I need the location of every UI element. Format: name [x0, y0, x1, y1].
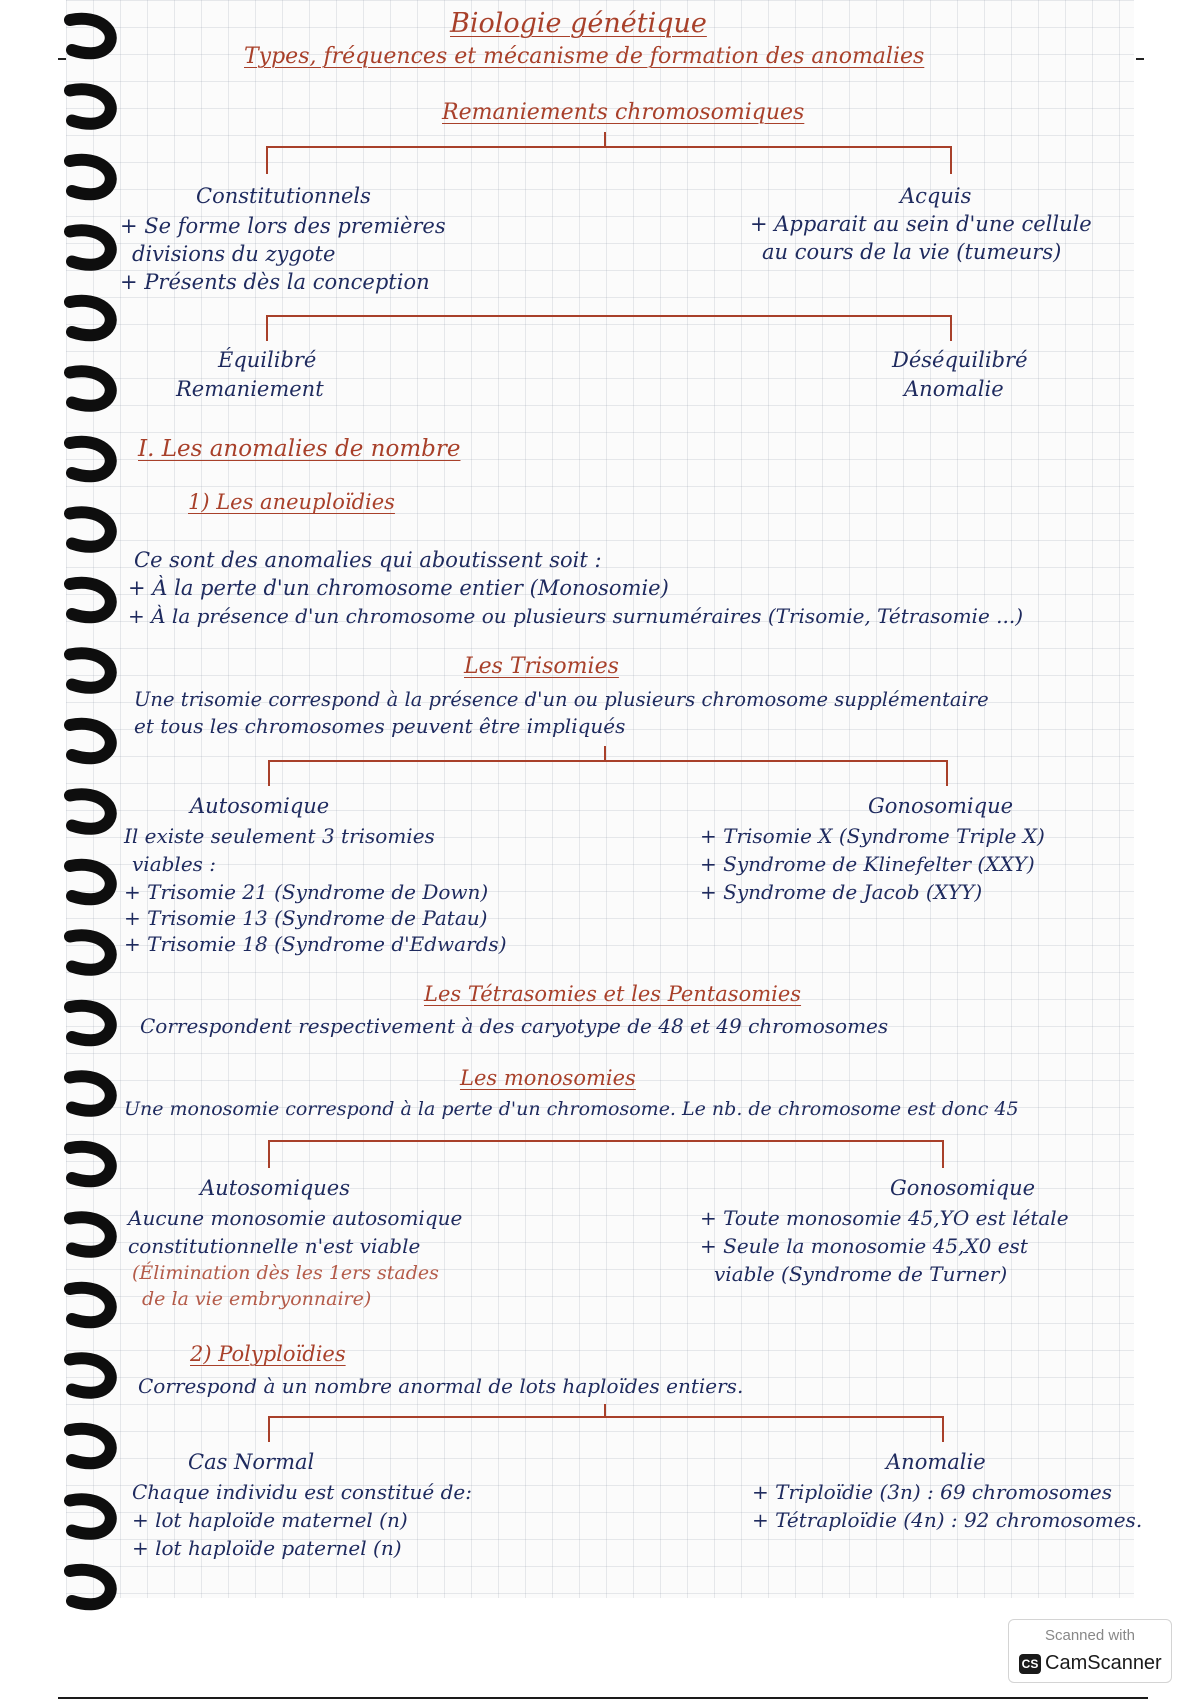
mono-gono-line: + Toute monosomie 45,YO est létale: [700, 1206, 1069, 1230]
cas-normal-line: Chaque individu est constitué de:: [132, 1480, 472, 1504]
tree-stem: [604, 746, 606, 760]
constitutionnels-line: + Présents dès la conception: [120, 270, 430, 294]
page-title: Biologie génétique: [450, 8, 707, 39]
heading-trisomies: Les Trisomies: [464, 654, 619, 679]
body-line: Correspondent respectivement à des caryotype de 48 et 49 chromosomes: [140, 1014, 889, 1038]
spiral-ring: [70, 442, 111, 476]
bottom-rule: [58, 1697, 1148, 1699]
scanned-with-text: Scanned with: [1044, 1627, 1136, 1644]
node-autosomique: Autosomique: [190, 794, 330, 818]
spiral-ring: [70, 653, 111, 687]
acquis-line: au cours de la vie (tumeurs): [762, 240, 1062, 264]
spiral-ring: [70, 1429, 111, 1463]
spiral-ring: [70, 1076, 111, 1110]
spiral-ring: [70, 865, 111, 899]
acquis-line: + Apparait au sein d'une cellule: [750, 212, 1092, 236]
cas-normal-line: + lot haploïde maternel (n): [132, 1508, 408, 1532]
tree-branch: [268, 760, 948, 786]
spiral-ring: [70, 724, 111, 758]
cas-normal-line: + lot haploïde paternel (n): [132, 1536, 402, 1560]
body-line: et tous les chromosomes peuvent être impliqués: [134, 714, 626, 738]
constitutionnels-line: divisions du zygote: [132, 242, 336, 266]
spiral-ring: [70, 1358, 111, 1392]
margin-tick-right: [1136, 58, 1144, 60]
mono-auto-note: (Élimination dès les 1ers stades: [132, 1262, 439, 1284]
autosomique-line: + Trisomie 21 (Syndrome de Down): [124, 880, 489, 904]
anomalie-line: + Triploïdie (3n) : 69 chromosomes: [752, 1480, 1112, 1504]
node-mono-autosomiques: Autosomiques: [200, 1176, 350, 1200]
spiral-ring: [70, 1147, 111, 1181]
camscanner-logo-icon: CS: [1019, 1654, 1041, 1674]
node-desequilibre-sub: Anomalie: [904, 377, 1004, 401]
spiral-ring: [70, 1499, 111, 1533]
autosomique-line: Il existe seulement 3 trisomies: [124, 824, 435, 848]
heading-tetrasomies: Les Tétrasomies et les Pentasomies: [424, 982, 802, 1006]
node-anomalie: Anomalie: [886, 1450, 986, 1474]
tree-branch: [268, 1416, 944, 1442]
mono-auto-note: de la vie embryonnaire): [142, 1288, 372, 1310]
spiral-ring: [70, 230, 111, 264]
spiral-ring: [70, 1570, 111, 1604]
spiral-ring: [70, 301, 111, 335]
spiral-ring: [70, 89, 111, 123]
section-heading: I. Les anomalies de nombre: [138, 436, 461, 462]
spiral-binding: [0, 0, 130, 1620]
autosomique-line: + Trisomie 13 (Syndrome de Patau): [124, 906, 488, 930]
page-subtitle: Types, fréquences et mécanisme de formation des anomalies: [244, 44, 925, 69]
subsection-heading: 1) Les aneuploïdies: [188, 490, 395, 514]
spiral-ring: [70, 1006, 111, 1040]
anomalie-line: + Tétraploïdie (4n) : 92 chromosomes.: [752, 1508, 1143, 1532]
spiral-ring: [70, 19, 111, 53]
body-line: Une trisomie correspond à la présence d'un ou plusieurs chromosome supplémentaire: [134, 688, 989, 711]
constitutionnels-line: + Se forme lors des premières: [120, 214, 446, 238]
body-line: Correspond à un nombre anormal de lots haploïdes entiers.: [138, 1374, 744, 1398]
body-line: Une monosomie correspond à la perte d'un chromosome. Le nb. de chromosome est donc 45: [124, 1098, 1019, 1120]
camscanner-watermark: [1008, 1619, 1172, 1683]
tree-branch: [268, 1140, 944, 1168]
body-line: Ce sont des anomalies qui aboutissent soit :: [134, 548, 602, 572]
node-equilibre: Équilibré: [218, 348, 317, 372]
mono-gono-line: viable (Syndrome de Turner): [714, 1262, 1008, 1286]
heading-monosomies: Les monosomies: [460, 1066, 636, 1090]
spiral-ring: [70, 512, 111, 546]
tree-stem: [604, 132, 606, 146]
spiral-ring: [70, 935, 111, 969]
spiral-ring: [70, 1288, 111, 1322]
gonosomique-line: + Trisomie X (Syndrome Triple X): [700, 824, 1045, 848]
node-gonosomique: Gonosomique: [868, 794, 1014, 818]
autosomique-line: + Trisomie 18 (Syndrome d'Edwards): [124, 932, 507, 956]
mono-auto-line: constitutionnelle n'est viable: [128, 1234, 421, 1258]
autosomique-line: viables :: [132, 852, 217, 876]
spiral-ring: [70, 794, 111, 828]
node-cas-normal: Cas Normal: [188, 1450, 315, 1474]
node-mono-gonosomique: Gonosomique: [890, 1176, 1036, 1200]
mono-gono-line: + Seule la monosomie 45,X0 est: [700, 1234, 1028, 1258]
tree-stem: [604, 1404, 606, 1416]
spiral-ring: [70, 1217, 111, 1251]
tree-branch: [266, 146, 952, 174]
body-line: + À la présence d'un chromosome ou plusieurs surnuméraires (Trisomie, Tétrasomie ...): [128, 604, 1024, 628]
camscanner-brand-text: CamScanner: [1045, 1652, 1162, 1674]
mono-auto-line: Aucune monosomie autosomique: [128, 1206, 463, 1230]
spiral-ring: [70, 371, 111, 405]
node-desequilibre: Déséquilibré: [892, 348, 1028, 372]
tree-branch: [266, 315, 952, 341]
node-constitutionnels: Constitutionnels: [196, 184, 371, 208]
margin-tick-left: [58, 58, 66, 60]
main-node-label: Remaniements chromosomiques: [442, 100, 805, 125]
gonosomique-line: + Syndrome de Klinefelter (XXY): [700, 852, 1035, 876]
spiral-ring: [70, 583, 111, 617]
node-acquis: Acquis: [900, 184, 972, 208]
body-line: + À la perte d'un chromosome entier (Monosomie): [128, 576, 669, 600]
spiral-ring: [70, 160, 111, 194]
node-equilibre-sub: Remaniement: [176, 377, 324, 401]
subsection-heading: 2) Polyploïdies: [190, 1342, 346, 1366]
gonosomique-line: + Syndrome de Jacob (XYY): [700, 880, 983, 904]
